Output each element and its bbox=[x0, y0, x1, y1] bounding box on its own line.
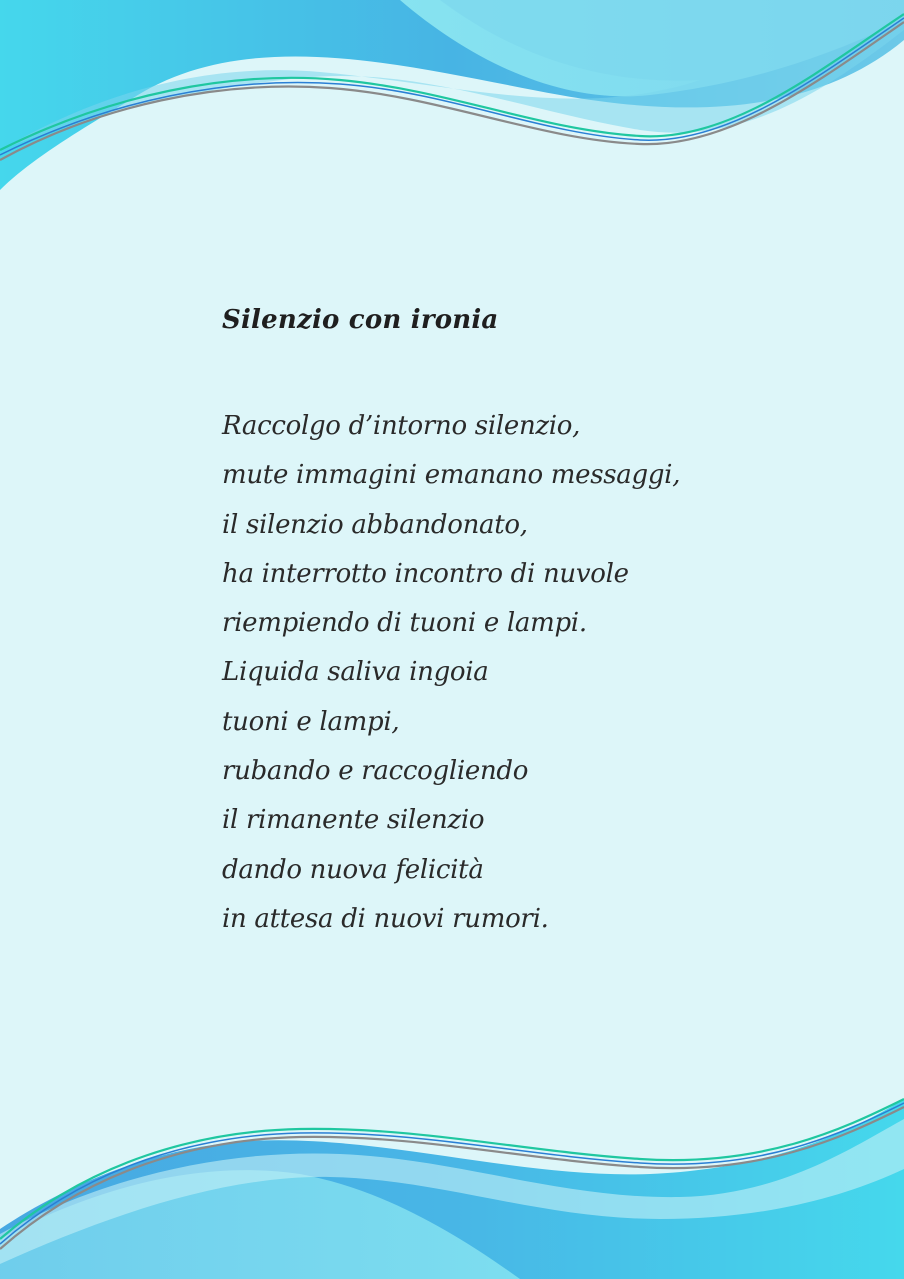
poem-line: in attesa di nuovi rumori. bbox=[222, 903, 549, 934]
poem-title: Silenzio con ironia bbox=[222, 305, 499, 335]
poem-line: riempiendo di tuoni e lampi. bbox=[222, 608, 587, 639]
poem-line: mute immagini emanano messaggi, bbox=[222, 460, 681, 491]
poem-body bbox=[222, 402, 680, 944]
poem-line: il rimanente silenzio bbox=[222, 805, 485, 836]
poem-line: Raccolgo d’intorno silenzio, bbox=[222, 411, 581, 441]
top-wave-decoration bbox=[0, 0, 904, 200]
poem-line: Liquida saliva ingoia bbox=[222, 657, 489, 688]
poem-line: ha interrotto incontro di nuvole bbox=[222, 558, 629, 589]
bottom-wave-decoration bbox=[0, 1079, 904, 1279]
poem-line: rubando e raccogliendo bbox=[222, 756, 529, 787]
poem-line: dando nuova felicità bbox=[222, 854, 484, 885]
poem-line: il silenzio abbandonato, bbox=[222, 509, 528, 540]
poem-line: tuoni e lampi, bbox=[222, 706, 400, 737]
